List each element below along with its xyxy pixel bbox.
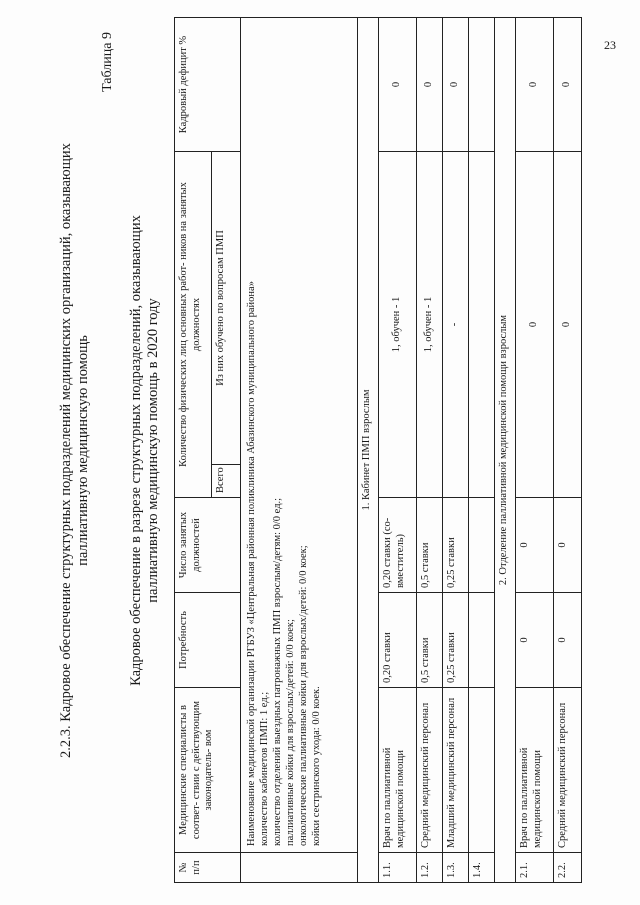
row-num: 1.4. [469,853,495,883]
row-persons: - [443,152,469,498]
row-persons: 0 [516,152,554,498]
org-info-line: койки сестринского ухода: 0/0 коек. [311,686,322,846]
col-header-trained: Из них обучено по вопросам ПМП [212,152,241,465]
row-num: 2.1. [516,853,554,883]
row-occupied: 0,25 ставки [443,498,469,593]
org-info-line: онкологические паллиативные койки для взрослых/детей: 0/0 коек; [298,545,309,846]
row-occupied: 0,20 ставки (со- вместитель) [379,498,417,593]
section-heading-line-1: 2.2.3. Кадровое обеспечение структурных подразделений медицинских организаций, оказывающих [58,143,74,758]
row-deficit: 0 [516,18,554,152]
row-occupied: 0 [516,498,554,593]
row-name: Врач по паллиативной медицинской помощи [516,688,554,853]
row-need: 0 [554,593,582,688]
col-header-specialists: Медицинские специалисты в соответ- ствии с действующим законодатель- вом [175,688,241,853]
col-header-need: Потребность [175,593,241,688]
org-info-row [241,18,358,883]
row-num: 2.2. [554,853,582,883]
page-number: 23 [604,38,616,52]
row-name: Врач по паллиативной медицинской помощи [379,688,417,853]
col-header-occupied: Число занятых должностей [175,498,241,593]
row-persons: 1, обучен - 1 [417,152,443,498]
org-info-line: Наименование медицинской организации РГБУЗ «Центральная районная поликлиника Абазинского муниципального района» [246,281,257,846]
col-header-deficit: Кадровый дефицит % [175,18,241,152]
row-deficit: 0 [443,18,469,152]
org-info-line: паллиативные койки для взрослых/детей: 0/0 коек; [285,619,296,846]
org-info-line: количество кабинетов ПМП: 1 ед.; [259,691,270,846]
row-need [469,593,495,688]
row-deficit: 0 [417,18,443,152]
row-occupied: 0 [554,498,582,593]
section-title: 1. Кабинет ПМП взрослым [358,18,379,883]
section-heading-line-2: паллиативную медицинскую помощь [75,335,91,566]
table-row [516,18,554,883]
col-header-total: Всего [212,465,241,498]
row-num: 1.1. [379,853,417,883]
org-info-cell [241,18,358,853]
row-num: 1.3. [443,853,469,883]
table-label: Таблица 9 [100,32,115,92]
table-title-line-1: Кадровое обеспечение в разрезе структурных подразделений, оказывающих [128,215,144,686]
row-occupied [469,498,495,593]
row-name: Средний медицинский персонал [554,688,582,853]
row-deficit: 0 [554,18,582,152]
rotated-content [18,18,618,883]
row-need: 0,25 ставки [443,593,469,688]
row-occupied: 0,5 ставки [417,498,443,593]
col-header-num: № п/п [175,853,241,883]
row-num: 1.2. [417,853,443,883]
table-row [417,18,443,883]
staffing-table [174,17,582,883]
row-need: 0 [516,593,554,688]
section-row [358,18,379,883]
row-need: 0,5 ставки [417,593,443,688]
table-row [554,18,582,883]
section-row [495,18,516,883]
row-need: 0,20 ставки [379,593,417,688]
col-header-persons: Количество физических лиц основных работ- ников на занятых должностях [175,152,212,498]
row-name [469,688,495,853]
row-name: Средний медицинский персонал [417,688,443,853]
section-title: 2. Отделение паллиативной медицинской помощи взрослым [495,18,516,883]
row-persons: 1, обучен - 1 [379,152,417,498]
table-title-line-2: паллиативную медицинскую помощь в 2020 году [145,298,161,603]
table-row [469,18,495,883]
row-persons: 0 [554,152,582,498]
org-info-line: количество отделений выездных патронажных ПМП взрослым/детям: 0/0 ед.; [272,497,283,846]
row-name: Младший медицинский персонал [443,688,469,853]
table-row [443,18,469,883]
table-row [379,18,417,883]
header-row-1 [175,18,212,883]
row-deficit [469,18,495,152]
row-deficit: 0 [379,18,417,152]
row-persons [469,152,495,498]
